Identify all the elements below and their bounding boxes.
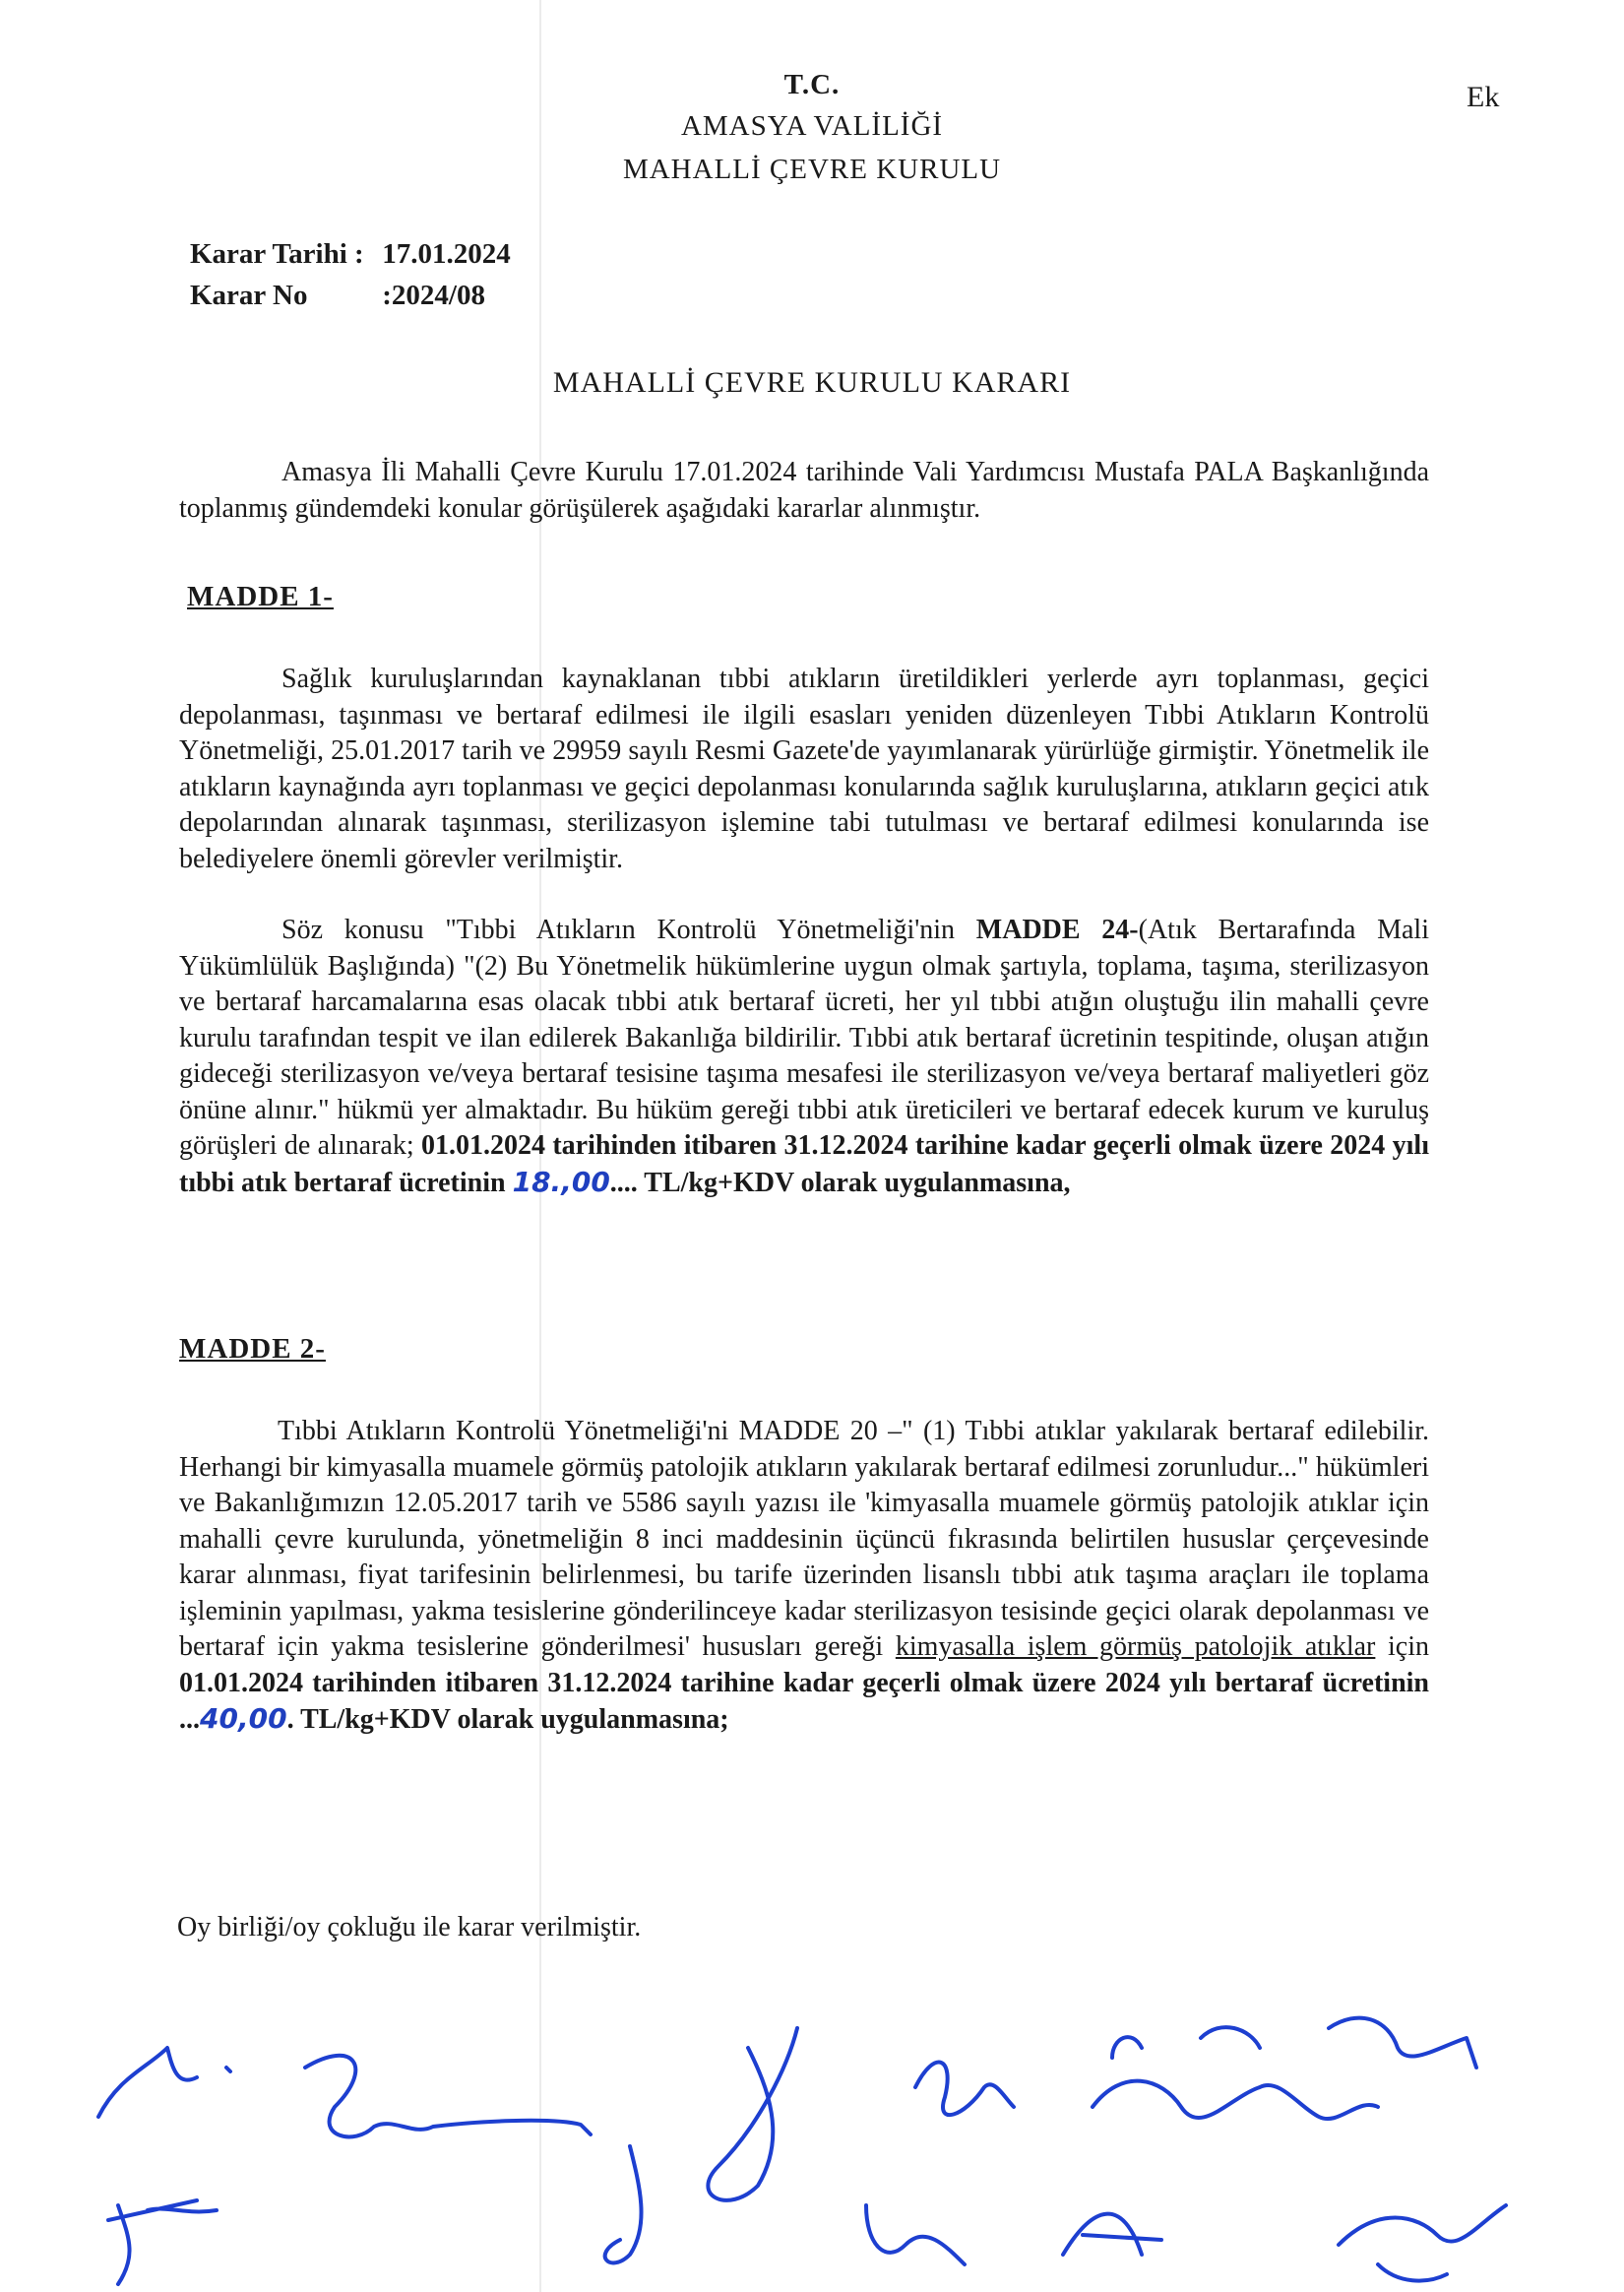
decision-date-label: Karar Tarihi : — [190, 238, 364, 270]
annex-label: Ek — [1467, 81, 1500, 113]
decision-number — [190, 280, 485, 312]
header-line-2: AMASYA VALİLİĞİ — [680, 110, 944, 142]
signature-3 — [108, 2200, 217, 2284]
madde-2-text-a: Tıbbi Atıkların Kontrolü Yönetmeliği'ni MADDE 20 –" (1) Tıbbi atıklar yakılarak bertaraf edilebilir. Herhangi bir kimyasalla muamele görmüş patolojik atıkların yakılarak bertaraf edilmesi zorunludur..." hükümleri ve Bakanlığımızın 12.05.2017 tarih ve 5586 sayılı yazısı ile 'kimyasalla muamele görmüş patolojik atıklar için mahalli çevre kurulunda, yönetmeliğin 8 inci maddesinin üçüncü fıkrasında belirtilen hususlar çerçevesinde karar alınması, fiyat tarifesinin belirlenmesi, bu tarife üzerinden lisanslı tıbbi atık taşıma araçları ile toplama işleminin yapılması, yakma tesislerine gönderilinceye kadar sterilizasyon tesisinde geçici olarak depolanması ve bertaraf için yakma tesislerine gönderilmesi' hususları gereği — [179, 1416, 1429, 1662]
madde-2-paragraph — [179, 1414, 1429, 1739]
madde-1-p2-text-a: Söz konusu "Tıbbi Atıkların Kontrolü Yönetmeliği'nin — [281, 915, 976, 945]
madde-1-handwritten-fee: 18.,00 — [512, 1165, 610, 1198]
madde-1-paragraph-2 — [179, 913, 1429, 1201]
header-line-3: MAHALLİ ÇEVRE KURULU — [622, 154, 1002, 185]
decision-number-label: Karar No — [190, 280, 308, 311]
signature-6 — [1093, 2037, 1378, 2119]
madde-2-handwritten-fee: 40,00 — [200, 1702, 287, 1735]
madde-2-decision-end: . TL/kg+KDV olarak uygulanmasına; — [286, 1704, 729, 1735]
closing-statement: Oy birliği/oy çokluğu ile karar verilmiştir. — [177, 1912, 642, 1942]
signature-7 — [1201, 2018, 1476, 2068]
madde-2-underlined-text: kimyasalla işlem görmüş patolojik atıklar — [895, 1631, 1376, 1662]
decision-number-value: :2024/08 — [382, 280, 485, 311]
signature-2 — [305, 2056, 591, 2137]
signature-4 — [605, 2028, 797, 2262]
madde-2-heading: MADDE 2- — [179, 1333, 326, 1365]
madde-1-article-ref: MADDE 24- — [975, 915, 1139, 945]
signature-5 — [866, 2063, 1014, 2264]
decision-date — [190, 238, 511, 271]
madde-1-paragraph-1: Sağlık kuruluşlarından kaynaklanan tıbbi atıkların üretildikleri yerlerde ayrı toplanması, geçici depolanması, taşınması ve bertaraf edilmesi ile ilgili esasları yeniden düzenleyen Tıbbi Atıkların Kontrolü Yönetmeliği, 25.01.2017 tarih ve 29959 sayılı Resmi Gazete'de yayımlanarak yürürlüğe girmiştir. Yönetmelik ile atıkların kaynağında ayrı toplanması ve geçici depolanması konularında sağlık kuruluşlarına, atıkların geçici atık depolarından alınarak taşınması, sterilizasyon işlemine tabi tutulması ve bertaraf edilmesi konularında ise belediyelere önemli görevler verilmiştir. — [179, 664, 1429, 874]
madde-1-decision-end: .... TL/kg+KDV olarak uygulanmasına, — [609, 1167, 1071, 1198]
madde-1-decision-text: 01.01.2024 tarihinden itibaren 31.12.2024 tarihine kadar geçerli olmak üzere 2024 yılı tıbbi atık bertaraf ücretinin — [179, 1130, 1429, 1198]
signature-1 — [98, 2048, 230, 2117]
madde-2-decision-text: 01.01.2024 tarihinden itibaren 31.12.2024 tarihine kadar geçerli olmak üzere 2024 yılı bertaraf ücretinin ... — [179, 1667, 1429, 1735]
madde-2-text-b: için — [1375, 1631, 1429, 1662]
signatures-area — [0, 2008, 1624, 2292]
intro-paragraph: Amasya İli Mahalli Çevre Kurulu 17.01.2024 tarihinde Vali Yardımcısı Mustafa PALA Başkanlığında toplanmış gündemdeki konular görüşülerek aşağıdaki kararlar alınmıştır. — [179, 457, 1429, 524]
signature-8 — [1063, 2205, 1506, 2281]
header-line-1: T.C. — [783, 69, 841, 100]
madde-1-p2-text-c: (Atık Bertarafında Mali Yükümlülük Başlığında) "(2) Bu Yönetmelik hükümlerine uygun olmak şartıyla, toplama, taşıma, sterilizasyon ve bertaraf harcamalarına esas olacak tıbbi atık bertaraf ücreti, her yıl tıbbi atığın oluştuğu ilin mahalli çevre kurulu tarafından tespit ve ilan edilerek Bakanlığa bildirilir. Tıbbi atık bertaraf ücretinin tespitinde, oluşan atığın gideceği sterilizasyon ve/veya bertaraf tesisine taşıma mesafesi ile sterilizasyon ve/veya bertaraf maliyetleri göz önüne alınır." hükmü yer almaktadır. Bu hüküm gereği tıbbi atık üreticileri ve bertaraf edecek kurum ve kuruluş görüşleri de alınarak; — [179, 915, 1429, 1161]
document-title: MAHALLİ ÇEVRE KURULU KARARI — [552, 366, 1072, 399]
decision-date-value: 17.01.2024 — [382, 238, 511, 270]
madde-1-heading: MADDE 1- — [187, 581, 334, 612]
